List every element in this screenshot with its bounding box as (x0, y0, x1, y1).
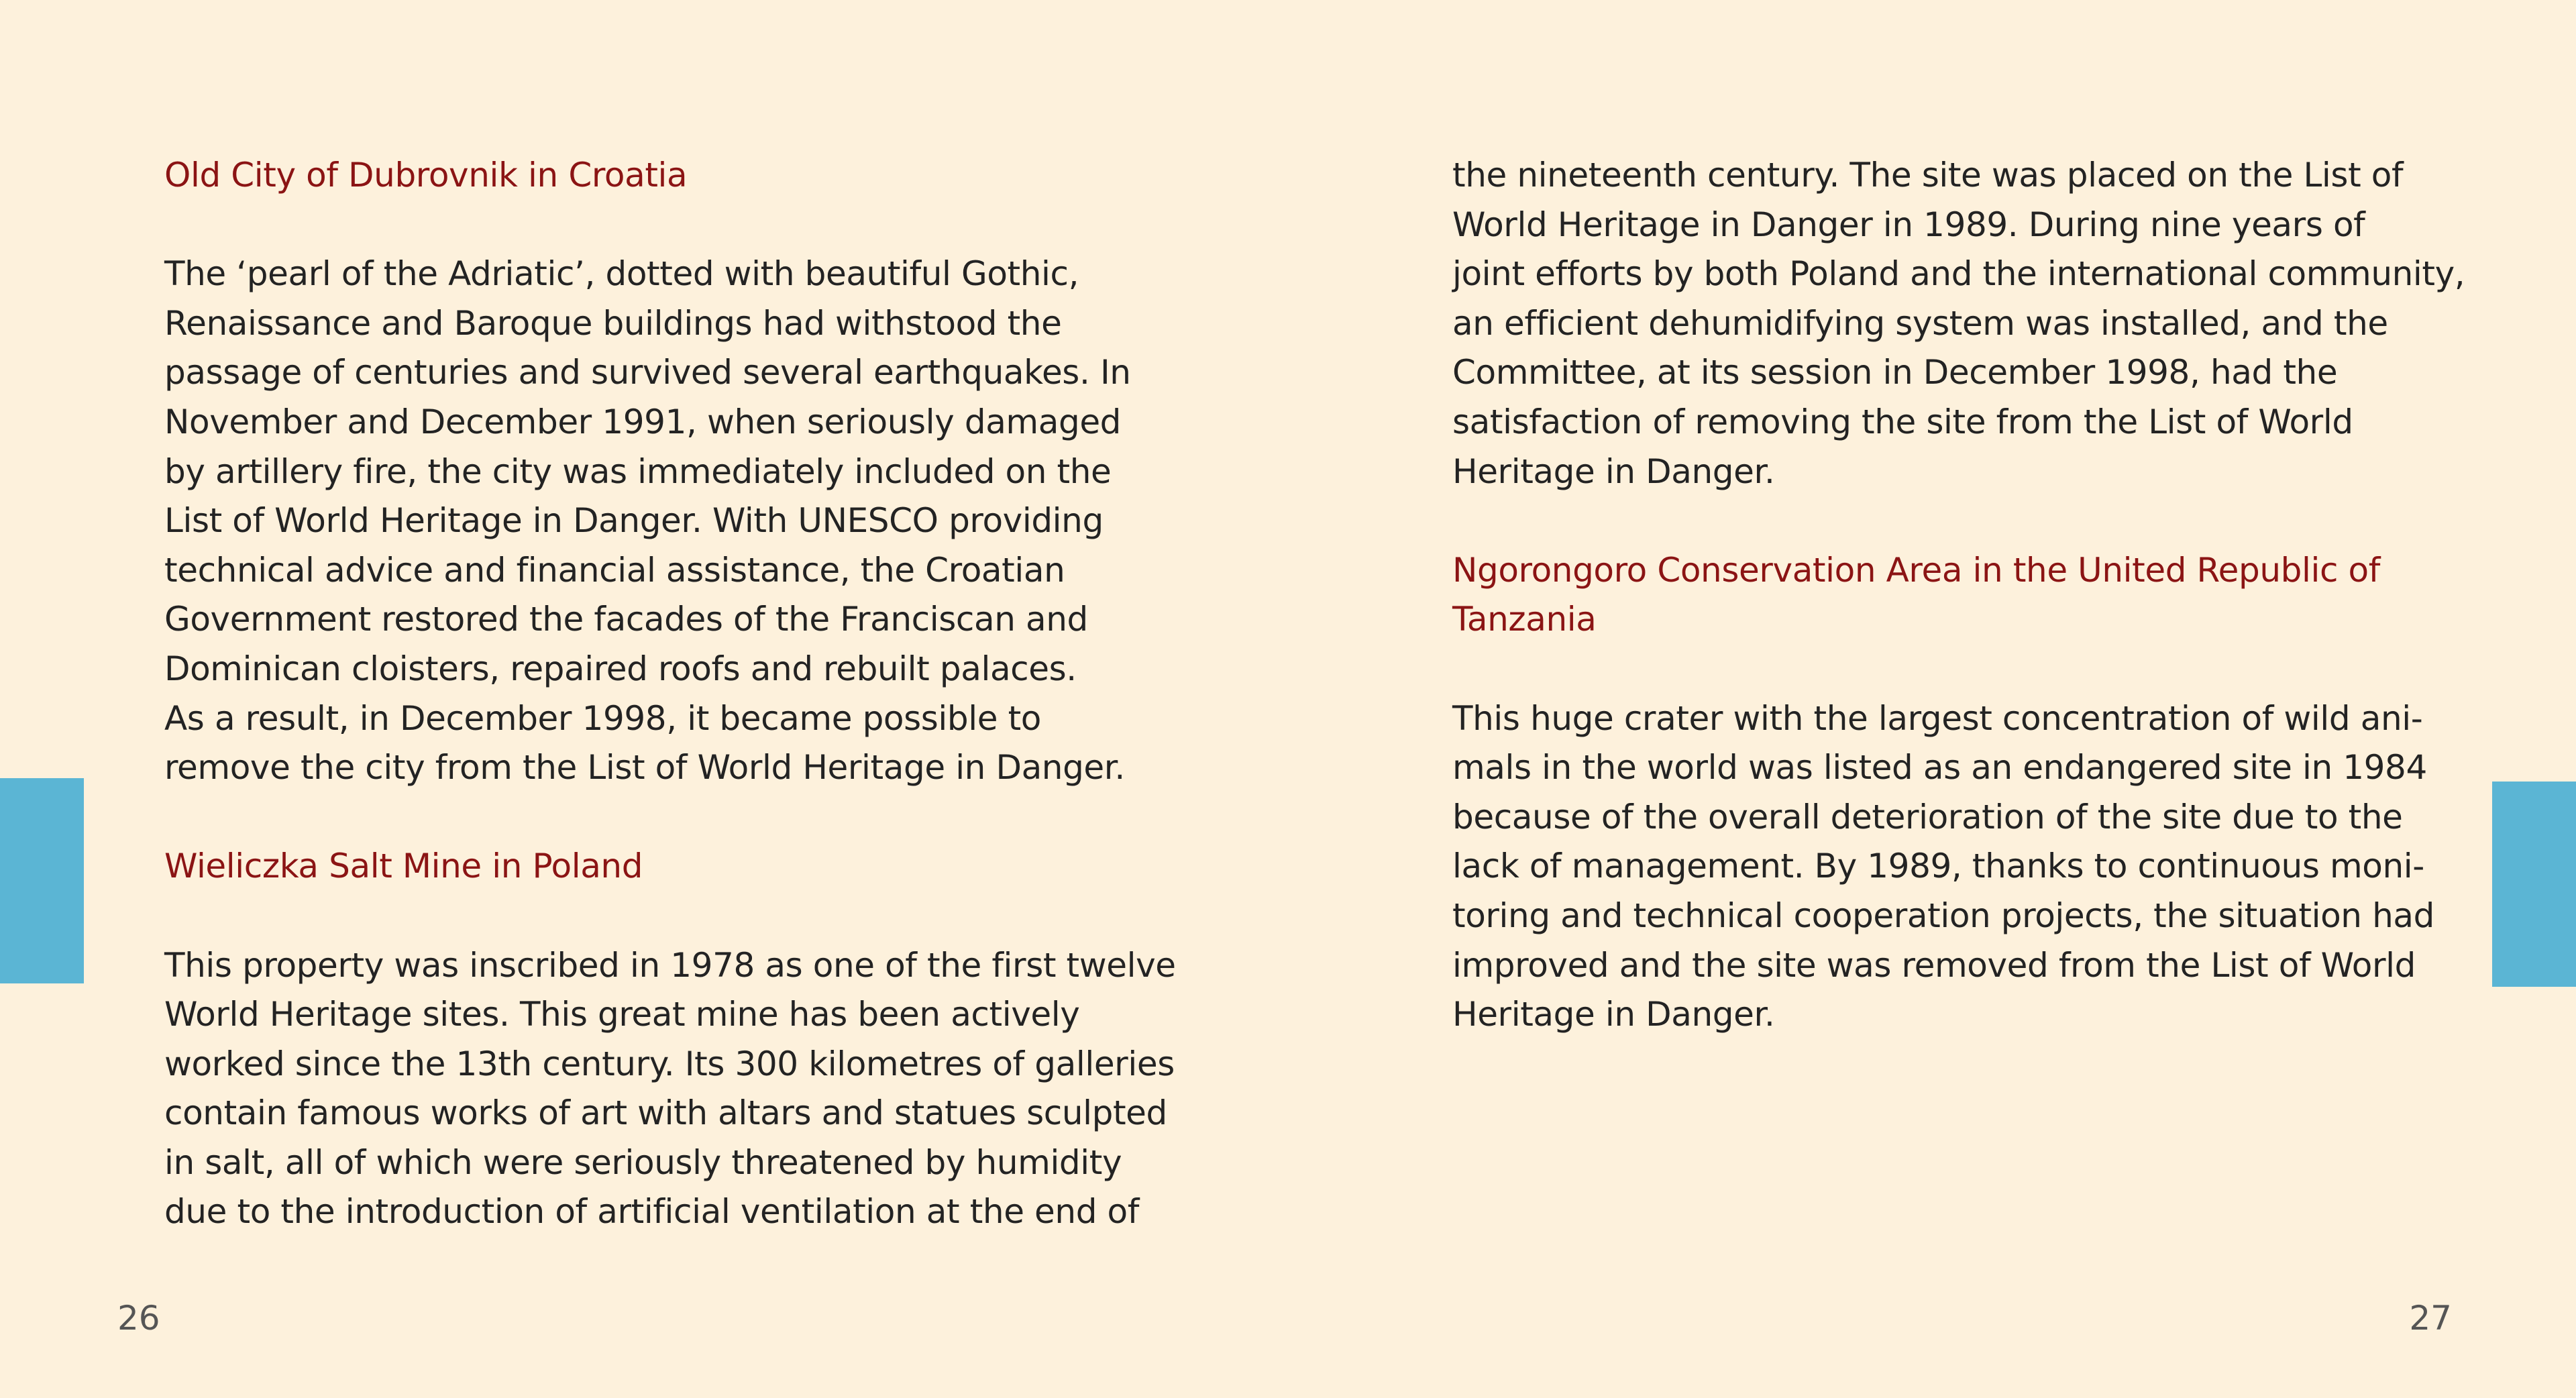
spacer (1452, 645, 2459, 694)
paragraph-line: an efficient dehumidifying system was installed, and the (1452, 303, 2388, 343)
paragraph-line: worked since the 13th century. Its 300 kilometres of galleries (164, 1044, 1175, 1083)
paragraph-line: World Heritage sites. This great mine has been actively (164, 995, 1080, 1034)
paragraph-line: This property was inscribed in 1978 as one of the first twelve (164, 945, 1176, 985)
paragraph-line: by artillery fire, the city was immediately included on the (164, 451, 1112, 491)
paragraph-line: lack of management. By 1989, thanks to continuous moni- (1452, 847, 2424, 886)
section-heading-wieliczka: Wieliczka Salt Mine in Poland (164, 847, 643, 886)
paragraph-line: The ‘pearl of the Adriatic’, dotted with beautiful Gothic, (164, 254, 1079, 294)
section-heading-ngorongoro: Ngorongoro Conservation Area in the United Republic of (1452, 550, 2380, 590)
paragraph-line: This huge crater with the largest concentration of wild ani- (1452, 698, 2423, 738)
paragraph-line: remove the city from the List of World Heritage in Danger. (164, 748, 1125, 788)
spacer (1452, 496, 2459, 546)
paragraph-line: because of the overall deterioration of the site due to the (1452, 797, 2403, 837)
paragraph-line: technical advice and financial assistance, the Croatian (164, 550, 1065, 590)
page-number-left: 26 (117, 1299, 160, 1338)
spacer (164, 201, 1171, 250)
spacer (164, 892, 1171, 941)
right-page-text-column (1452, 151, 2465, 1040)
paragraph-line: List of World Heritage in Danger. With UNESCO providing (164, 501, 1104, 541)
page-number-right: 27 (2409, 1299, 2452, 1338)
paragraph-line: Committee, at its session in December 1998, had the (1452, 353, 2338, 392)
paragraph-line: in salt, all of which were seriously threatened by humidity (164, 1142, 1122, 1182)
paragraph-line: satisfaction of removing the site from the List of World (1452, 402, 2353, 441)
paragraph-line: Heritage in Danger. (1452, 451, 1775, 491)
left-edge-tab (0, 778, 84, 983)
paragraph-line: Renaissance and Baroque buildings had withstood the (164, 303, 1062, 343)
paragraph-line: toring and technical cooperation projects, the situation had (1452, 896, 2434, 935)
spacer (164, 793, 1171, 843)
paragraph-line: Government restored the facades of the Franciscan and (164, 600, 1088, 639)
paragraph-line: Heritage in Danger. (1452, 995, 1775, 1034)
right-edge-tab (2492, 782, 2576, 987)
section-heading-ngorongoro-cont: Tanzania (1452, 600, 1597, 639)
section-heading-dubrovnik: Old City of Dubrovnik in Croatia (164, 156, 688, 195)
paragraph-line: joint efforts by both Poland and the international community, (1452, 254, 2465, 294)
paragraph-line: improved and the site was removed from the List of World (1452, 945, 2416, 985)
paragraph-line: contain famous works of art with altars and statues sculpted (164, 1093, 1167, 1133)
paragraph-line: mals in the world was listed as an endangered site in 1984 (1452, 748, 2427, 788)
paragraph-line: the nineteenth century. The site was placed on the List of (1452, 156, 2404, 195)
paragraph-line: November and December 1991, when seriously damaged (164, 402, 1122, 441)
paragraph-line: Dominican cloisters, repaired roofs and rebuilt palaces. (164, 649, 1077, 688)
paragraph-line: As a result, in December 1998, it became possible to (164, 698, 1041, 738)
paragraph-line: passage of centuries and survived several earthquakes. In (164, 353, 1131, 392)
paragraph-line: World Heritage in Danger in 1989. During nine years of (1452, 205, 2365, 244)
paragraph-line: due to the introduction of artificial ventilation at the end of (164, 1192, 1139, 1232)
left-page-text-column (164, 151, 1176, 1237)
right-page (1288, 0, 2576, 1398)
